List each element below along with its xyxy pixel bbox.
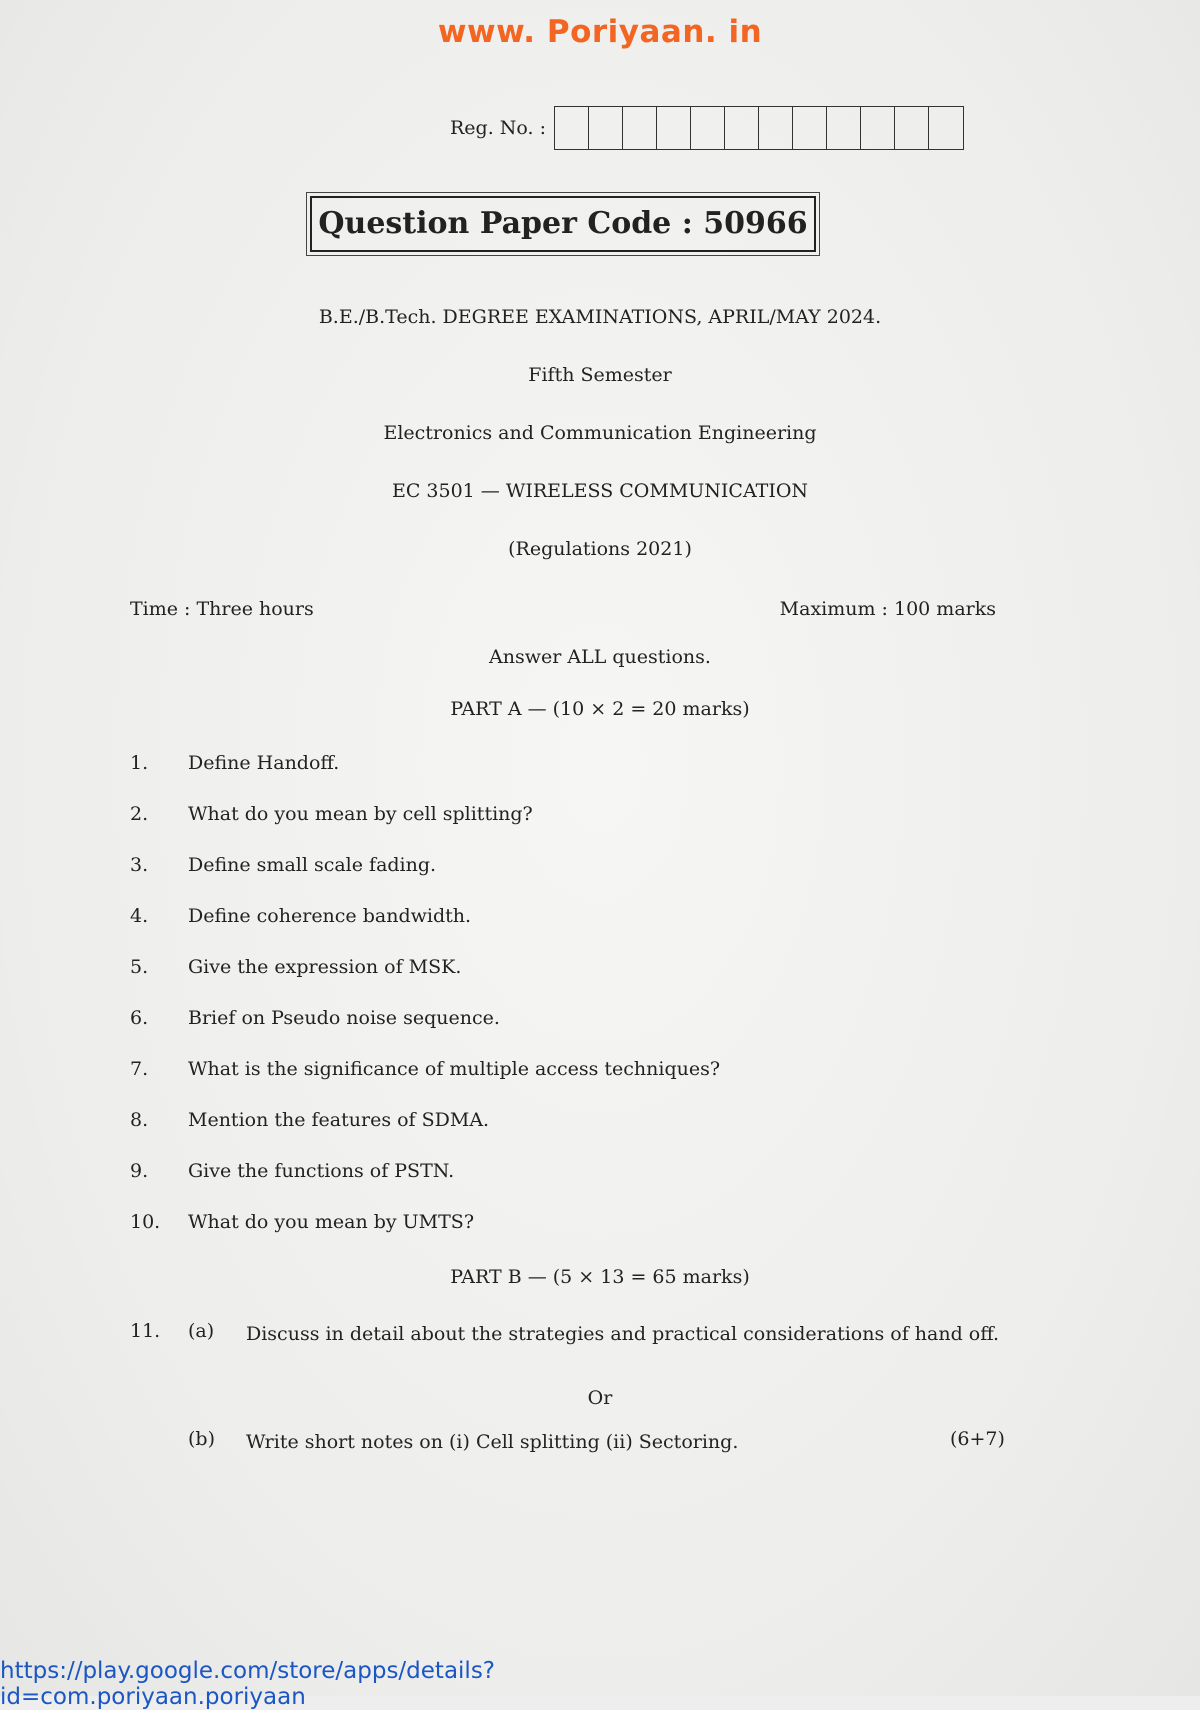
watermark-link[interactable]: www. Poriyaan. in: [437, 14, 763, 50]
question-item: [130, 1211, 474, 1233]
reg-no-box: [929, 107, 963, 149]
question-item: [130, 1109, 489, 1131]
sub-question-label: (a): [188, 1320, 215, 1342]
reg-no-box: [725, 107, 759, 149]
reg-no-boxes: [554, 106, 964, 150]
question-number: 9.: [130, 1160, 149, 1182]
reg-no-box: [793, 107, 827, 149]
question-text: Define Handoff.: [188, 752, 340, 774]
question-number: 5.: [130, 956, 149, 978]
marks-allocation: (6+7): [950, 1428, 1005, 1450]
question-item: [130, 752, 339, 774]
question-11a: [130, 1320, 1004, 1348]
question-item: [130, 905, 471, 927]
question-item: [130, 1007, 500, 1029]
or-divider: Or: [587, 1387, 613, 1409]
reg-no-box: [759, 107, 793, 149]
question-item: [130, 854, 436, 876]
question-text: Give the functions of PSTN.: [188, 1160, 455, 1182]
sub-question-label: (b): [188, 1428, 215, 1450]
part-b-heading: PART B — (5 × 13 = 65 marks): [450, 1266, 750, 1288]
question-text: What is the significance of multiple access techniques?: [188, 1058, 721, 1080]
question-number: 10.: [130, 1211, 161, 1233]
reg-no-box: [895, 107, 929, 149]
question-item: [130, 956, 461, 978]
reg-no-box: [589, 107, 623, 149]
question-paper-code: Question Paper Code : 50966: [310, 196, 816, 252]
question-item: [130, 1058, 720, 1080]
instruction: Answer ALL questions.: [489, 646, 711, 668]
reg-no-box: [657, 107, 691, 149]
question-text: Define small scale fading.: [188, 854, 437, 876]
question-item: [130, 1160, 454, 1182]
reg-no-box: [827, 107, 861, 149]
footer-link[interactable]: https://play.google.com/store/apps/details?id=com.poriyaan.poriyaan: [0, 1658, 496, 1710]
regulations: (Regulations 2021): [508, 538, 692, 560]
maximum-marks: Maximum : 100 marks: [779, 598, 996, 620]
question-number: 2.: [130, 803, 149, 825]
question-text: What do you mean by UMTS?: [188, 1211, 475, 1233]
reg-no-box: [623, 107, 657, 149]
reg-no-box: [691, 107, 725, 149]
question-number: 6.: [130, 1007, 149, 1029]
question-text: Give the expression of MSK.: [188, 956, 462, 978]
department: Electronics and Communication Engineering: [383, 422, 817, 444]
reg-no-box: [861, 107, 895, 149]
question-number: 11.: [130, 1320, 161, 1342]
question-text: Mention the features of SDMA.: [188, 1109, 490, 1131]
exam-title: B.E./B.Tech. DEGREE EXAMINATIONS, APRIL/MAY 2024.: [318, 306, 882, 328]
question-number: 7.: [130, 1058, 149, 1080]
question-number: 3.: [130, 854, 149, 876]
time-marks-row: [130, 598, 996, 620]
question-11b: [130, 1428, 1004, 1456]
question-number: 8.: [130, 1109, 149, 1131]
question-number: 4.: [130, 905, 149, 927]
question-item: [130, 803, 533, 825]
sub-question-text: Discuss in detail about the strategies and practical considerations of hand off.: [246, 1323, 1000, 1345]
reg-no-row: [450, 106, 964, 150]
question-text: Define coherence bandwidth.: [188, 905, 472, 927]
sub-question-text: Write short notes on (i) Cell splitting (ii) Sectoring.: [246, 1431, 739, 1453]
question-text: What do you mean by cell splitting?: [188, 803, 533, 825]
question-text: Brief on Pseudo noise sequence.: [188, 1007, 500, 1029]
question-number: 1.: [130, 752, 149, 774]
time-duration: Time : Three hours: [130, 598, 314, 620]
course-title: EC 3501 — WIRELESS COMMUNICATION: [391, 480, 809, 502]
reg-no-box: [555, 107, 589, 149]
semester: Fifth Semester: [528, 364, 672, 386]
reg-no-label: Reg. No. :: [450, 117, 547, 139]
part-a-heading: PART A — (10 × 2 = 20 marks): [450, 698, 750, 720]
